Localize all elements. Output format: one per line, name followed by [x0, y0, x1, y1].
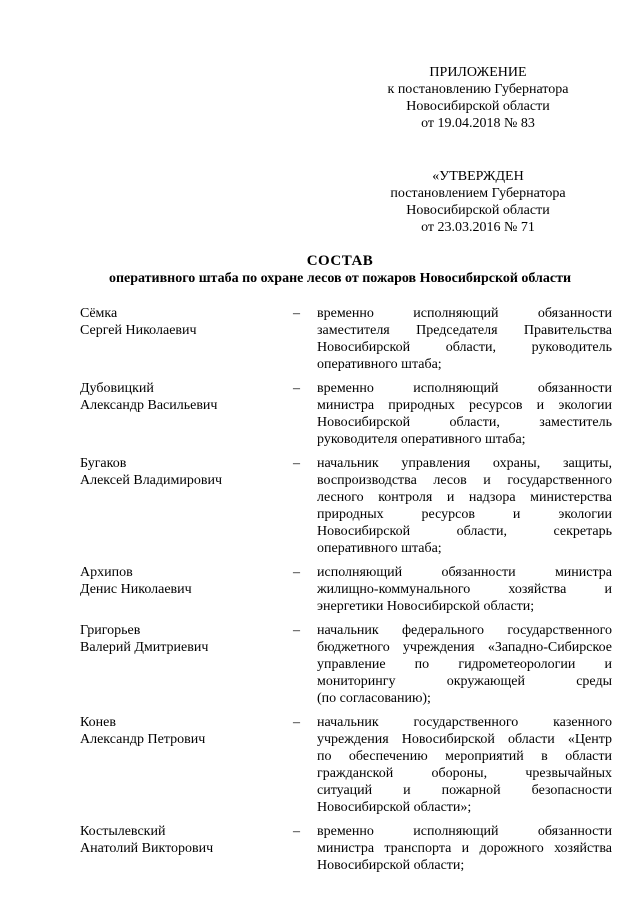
member-name [80, 622, 293, 707]
appendix-header [348, 64, 608, 132]
member-name [80, 380, 293, 448]
member-position-line: временно исполняющий обязанности [317, 381, 612, 396]
member-name [80, 714, 293, 816]
member-position [317, 455, 612, 557]
member-position-line: временно исполняющий обязанности [317, 306, 612, 321]
member-position-line: Новосибирской области»; [317, 800, 472, 815]
members-list [80, 305, 612, 881]
member-position-line: Новосибирской области, заместитель [317, 415, 612, 430]
member-given-name: Анатолий Викторович [80, 841, 214, 856]
member-position [317, 714, 612, 816]
member-position-line: оперативного штаба; [317, 357, 442, 372]
member-given-name: Алексей Владимирович [80, 473, 223, 488]
approved-header [348, 168, 608, 236]
member-dash: – [293, 565, 300, 580]
member-surname: Архипов [80, 565, 133, 580]
member-position-line: Новосибирской области, секретарь [317, 524, 612, 539]
member-position-line: Новосибирской области, руководитель [317, 340, 612, 355]
title-line-1: СОСТАВ [306, 253, 374, 269]
member-position-line: (по согласованию); [317, 691, 431, 706]
member-surname: Сёмка [80, 306, 118, 321]
member-name [80, 455, 293, 557]
member-given-name: Валерий Дмитриевич [80, 640, 209, 655]
member-position [317, 380, 612, 448]
appendix-line: ПРИЛОЖЕНИЕ [429, 65, 527, 80]
member-position-line: начальник федерального государственного [317, 623, 612, 638]
member-row [80, 823, 612, 874]
member-position-line: бюджетного учреждения «Западно-Сибирское [317, 640, 612, 655]
member-dash: – [293, 824, 300, 839]
member-position-line: министра природных ресурсов и экологии [317, 398, 612, 413]
title-line-2: оперативного штаба по охране лесов от пожаров Новосибирской области [108, 271, 572, 286]
member-position-line: гражданской обороны, чрезвычайных [317, 766, 612, 781]
member-dash: – [293, 456, 300, 471]
approved-line: «УТВЕРЖДЕН [432, 169, 524, 184]
member-name [80, 305, 293, 373]
member-position-line: оперативного штаба; [317, 541, 442, 556]
member-dash: – [293, 623, 300, 638]
member-name [80, 564, 293, 615]
member-surname: Костылевский [80, 824, 166, 839]
member-dash: – [293, 381, 300, 396]
member-given-name: Александр Васильевич [80, 398, 218, 413]
member-position-line: Новосибирской области; [317, 858, 465, 873]
member-position [317, 823, 612, 874]
approved-line: Новосибирской области [406, 203, 550, 218]
member-surname: Григорьев [80, 623, 141, 638]
approved-line: постановлением Губернатора [390, 186, 566, 201]
member-position-line: природных ресурсов и экологии [317, 507, 612, 522]
member-position-line: учреждения Новосибирской области «Центр [317, 732, 612, 747]
member-position-line: начальник государственного казенного [317, 715, 612, 730]
member-position-line: жилищно-коммунального хозяйства и [317, 582, 612, 597]
member-row [80, 564, 612, 615]
member-surname: Конев [80, 715, 116, 730]
member-position-line: начальник управления охраны, защиты, [317, 456, 612, 471]
member-row [80, 714, 612, 816]
member-position-line: энергетики Новосибирской области; [317, 599, 535, 614]
appendix-line: Новосибирской области [406, 99, 550, 114]
member-name [80, 823, 293, 874]
member-position-line: исполняющий обязанности министра [317, 565, 612, 580]
member-position-line: заместителя Председателя Правительства [317, 323, 612, 338]
member-given-name: Денис Николаевич [80, 582, 192, 597]
member-position-line: министра транспорта и дорожного хозяйства [317, 841, 612, 856]
member-position-line: мониторингу окружающей среды [317, 674, 612, 689]
member-position-line: ситуаций и пожарной безопасности [317, 783, 612, 798]
member-position-line: временно исполняющий обязанности [317, 824, 612, 839]
member-row [80, 380, 612, 448]
member-row [80, 622, 612, 707]
member-position-line: по обеспечению мероприятий в области [317, 749, 612, 764]
member-row [80, 305, 612, 373]
member-position [317, 622, 612, 707]
member-position-line: воспроизводства лесов и государственного [317, 473, 612, 488]
member-dash: – [293, 715, 300, 730]
member-position [317, 305, 612, 373]
approved-line: от 23.03.2016 № 71 [421, 220, 535, 235]
appendix-line: от 19.04.2018 № 83 [421, 116, 535, 131]
member-position-line: лесного контроля и надзора министерства [317, 490, 612, 505]
member-position-line: руководителя оперативного штаба; [317, 432, 526, 447]
appendix-line: к постановлению Губернатора [387, 82, 569, 97]
member-position [317, 564, 612, 615]
document-title [60, 253, 620, 287]
member-position-line: управление по гидрометеорологии и [317, 657, 612, 672]
member-surname: Бугаков [80, 456, 127, 471]
member-row [80, 455, 612, 557]
member-given-name: Сергей Николаевич [80, 323, 197, 338]
member-surname: Дубовицкий [80, 381, 154, 396]
member-dash: – [293, 306, 300, 321]
member-given-name: Александр Петрович [80, 732, 206, 747]
